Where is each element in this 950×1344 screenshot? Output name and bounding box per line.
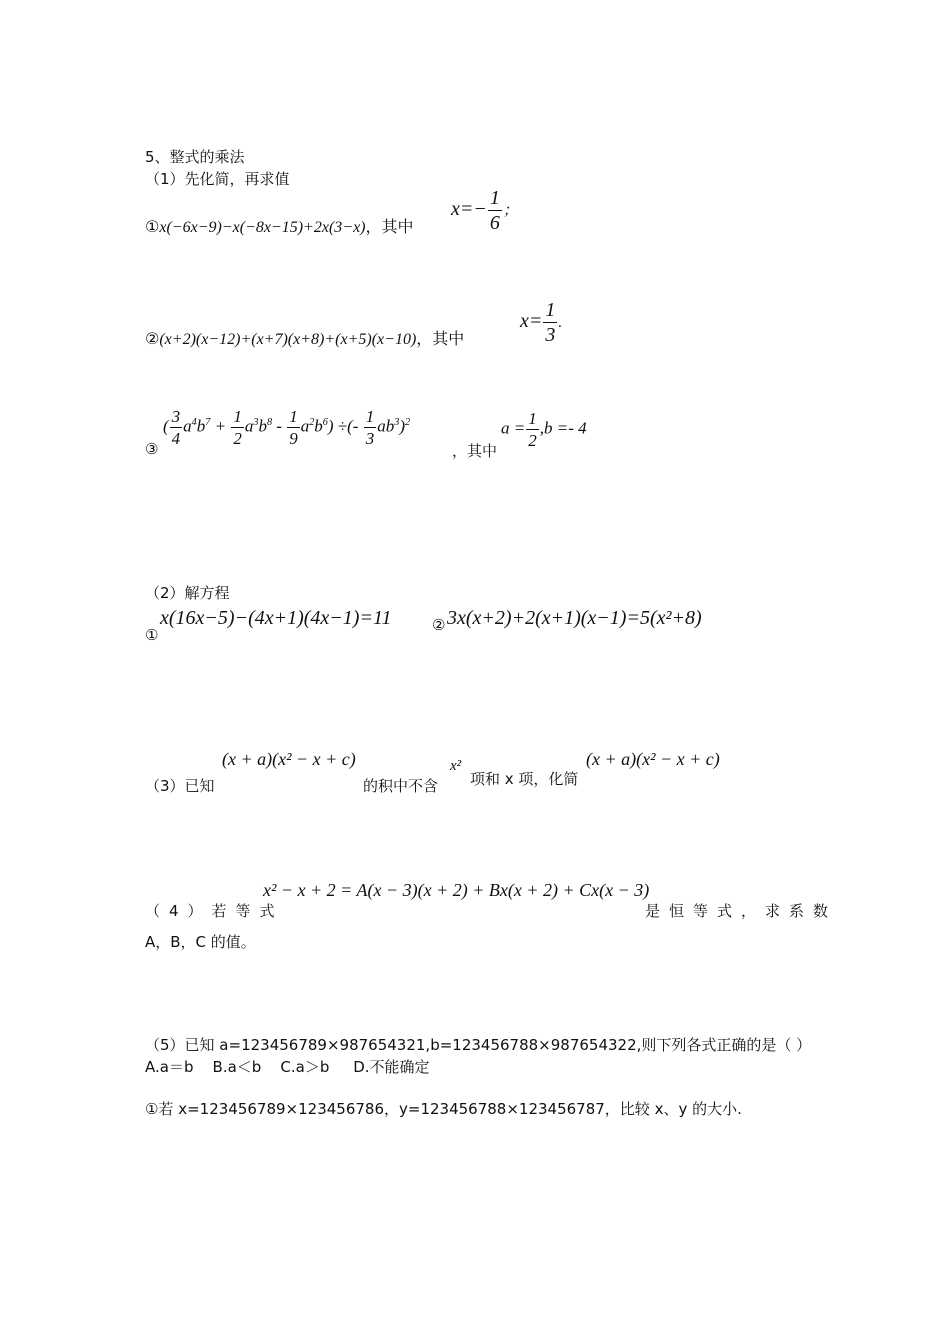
part4-expression: x² − x + 2 = A(x − 3)(x + 2) + Bx(x + 2) + Cx(x − 3) [263, 880, 650, 900]
q1-condition: x=− $\frac{1}{6}$ ； [451, 187, 518, 234]
part2-q2-expression: 3x(x+2)+2(x+1)(x−1)=5(x²+8) [447, 607, 702, 629]
q3-expression: ( $\frac{3}{4}$ $a^4b^7$ + $\frac{1}{2}$ $a^3b^8$ - $\frac{1}{9}$ $a^2b^6$) ÷(- $\frac{1}{3}$ $ab^3)^2$ [163, 407, 411, 448]
section-title: 5、整式的乘法 [145, 148, 245, 166]
part4-line2: A，B，C 的值。 [145, 933, 256, 951]
q1-expression: x(−6x−9)−x(−8x−15)+2x(3−x) [159, 219, 366, 236]
part5-options: A.a＝b B.a＜b C.a＞b D.不能确定 [145, 1058, 430, 1076]
q3-where: ，其中 [452, 442, 498, 460]
part5-question: （5）已知 a=123456789×987654321,b=123456788×987654322,则下列各式正确的是（ ） [145, 1036, 812, 1054]
part2-q1-marker: ① [145, 626, 159, 644]
q2-marker: ② [145, 329, 160, 348]
part2-q1-expression: x(16x−5)−(4x+1)(4x−1)=11 [160, 607, 392, 629]
q2-expression: (x+2)(x−12)+(x+7)(x+8)+(x+5)(x−10) [159, 331, 417, 348]
part3-suffix: 项和 x 项，化简 [470, 770, 579, 788]
q2-condition: x= $\frac{1}{3}$ . [520, 299, 563, 346]
part4-prefix: （4）若等式 [145, 902, 284, 920]
q3-marker: ③ [145, 440, 159, 458]
part3-prefix: （3）已知 [145, 777, 215, 795]
part5-subquestion: ①若 x=123456789×123456786，y=123456788×123456787，比较 x、y 的大小. [145, 1100, 742, 1118]
part2-q2-marker: ② [432, 616, 446, 634]
part3-expression: (x + a)(x² − x + c) [222, 749, 356, 769]
part3-middle: 的积中不含 [363, 777, 439, 795]
part4-suffix: 是恒等式，求系数 [645, 902, 838, 920]
q3-condition: a = $\frac{1}{2}$ ,b =- 4 [501, 409, 587, 450]
q1-where: ，其中 [365, 217, 414, 236]
q2-where: ，其中 [416, 329, 465, 348]
part3-expression-2: (x + a)(x² − x + c) [586, 749, 720, 769]
part1-q2 [145, 326, 464, 349]
part1-q1 [145, 214, 414, 237]
part2-heading: （2）解方程 [145, 584, 230, 602]
part3-term: x² [450, 758, 462, 774]
q1-marker: ① [145, 217, 160, 236]
part1-heading: （1）先化简，再求值 [145, 170, 290, 188]
